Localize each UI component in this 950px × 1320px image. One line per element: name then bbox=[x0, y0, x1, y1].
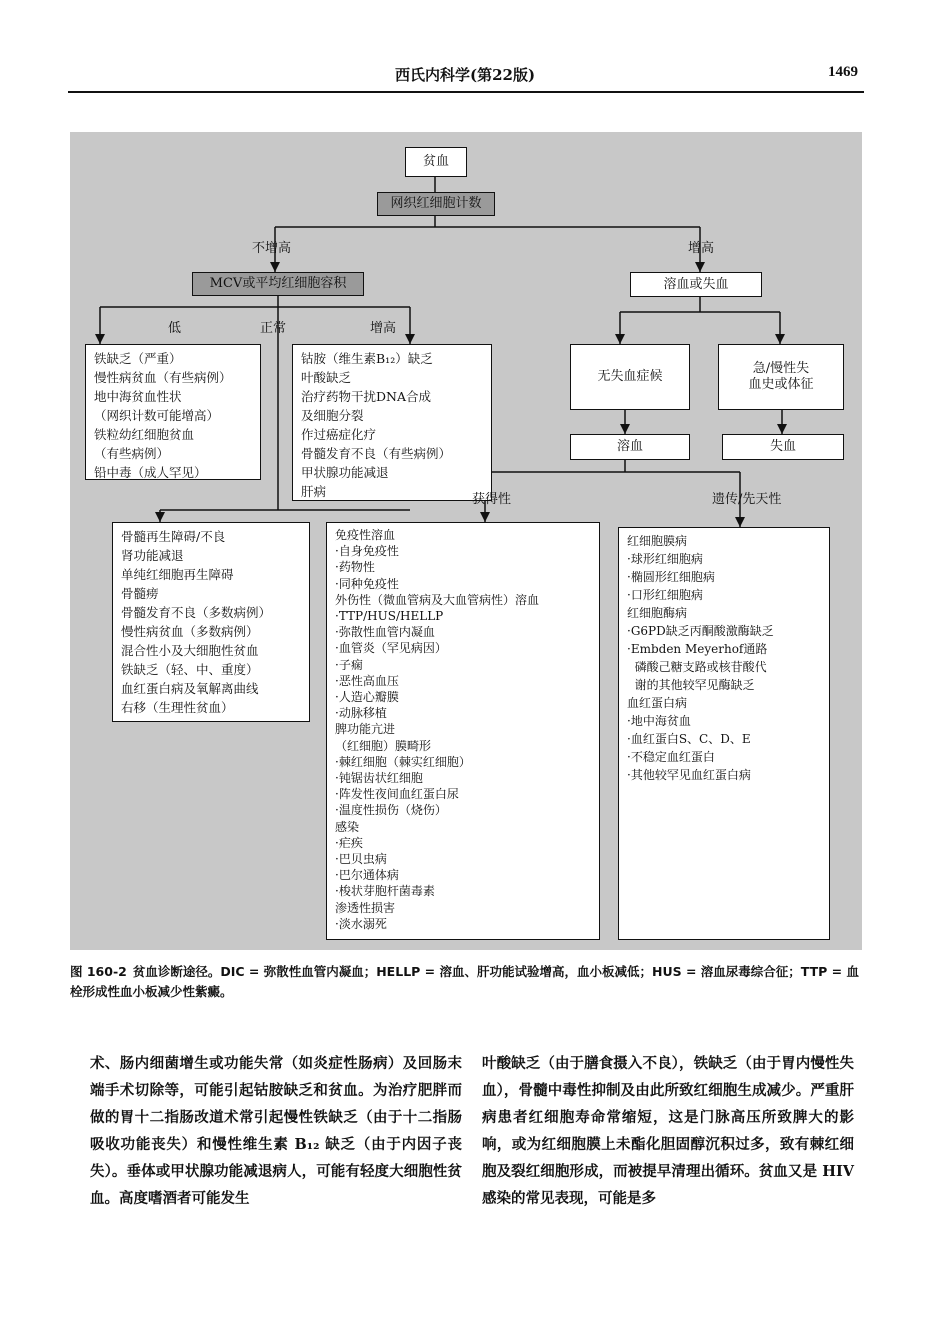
header-rule bbox=[68, 91, 864, 93]
list-item: ·子痫 bbox=[335, 657, 363, 672]
list-item: 混合性小及大细胞性贫血 bbox=[121, 643, 259, 658]
node-hemolysis: 溶血 bbox=[570, 434, 690, 460]
anemia-diagnosis-flowchart bbox=[70, 132, 862, 950]
node-reticulocyte-count: 网织红细胞计数 bbox=[377, 192, 495, 216]
list-item: 铁缺乏（严重） bbox=[94, 351, 182, 366]
label-increased: 增高 bbox=[688, 241, 715, 256]
low-mcv-causes-list bbox=[85, 344, 261, 480]
list-item: ·巴贝虫病 bbox=[335, 852, 387, 867]
list-item: 铁粒幼红细胞贫血 bbox=[94, 427, 195, 442]
list-item: ·疟疾 bbox=[335, 835, 363, 850]
list-item: （网织计数可能增高） bbox=[94, 408, 220, 423]
list-item: 慢性病贫血（有些病例） bbox=[94, 370, 232, 385]
list-item: ·淡水溺死 bbox=[335, 916, 387, 931]
list-item: ·其他较罕见血红蛋白病 bbox=[627, 768, 751, 782]
label-acquired: 获得性 bbox=[472, 492, 512, 507]
list-item: 单纯红细胞再生障碍 bbox=[121, 567, 234, 582]
list-item: 外伤性（微血管病及大血管病性）溶血 bbox=[335, 592, 540, 607]
list-item: 肾功能减退 bbox=[121, 548, 184, 563]
body-text-right-column: 叶酸缺乏（由于膳食摄入不良），铁缺乏（由于胃内慢性失血），骨髓中毒性抑制及由此所致红细胞生成减少。严重肝病患者红细胞寿命常缩短，这是门脉高压所致脾大的影响，或为红细胞膜上未酯化胆固醇沉积过多，致有棘红细胞及裂红细胞形成，而被提早清理出循环。贫血又是 HIV 感染的常见表现，可能是多 bbox=[482, 1055, 854, 1207]
node-acute-chronic-blood-loss bbox=[718, 344, 844, 410]
list-item: （有些病例） bbox=[94, 446, 170, 461]
list-item: ·药物性 bbox=[335, 560, 375, 575]
list-item: 肝病 bbox=[301, 484, 327, 499]
page-number: 1469 bbox=[828, 64, 858, 80]
hereditary-hemolysis-causes-list bbox=[618, 527, 830, 940]
list-item: ·梭状芽胞杆菌毒素 bbox=[335, 884, 435, 899]
list-item: 谢的其他较罕见酶缺乏 bbox=[627, 678, 755, 692]
list-item: 地中海贫血性状 bbox=[94, 389, 182, 404]
list-item: 红细胞膜病 bbox=[627, 534, 688, 548]
list-item: （红细胞）膜畸形 bbox=[335, 738, 432, 753]
list-item: 慢性病贫血（多数病例） bbox=[121, 624, 259, 639]
figure-label: 图 160-2 bbox=[70, 964, 127, 979]
list-item: ·人造心瓣膜 bbox=[335, 690, 399, 705]
node-anemia: 贫血 bbox=[405, 147, 467, 177]
list-item: ·动脉移植 bbox=[335, 706, 387, 721]
header-title: 西氏内科学(第22版) bbox=[395, 66, 536, 84]
node-line: 急/慢性失 bbox=[752, 361, 810, 377]
list-item: ·巴尔通体病 bbox=[335, 868, 399, 883]
label-normal: 正常 bbox=[260, 321, 287, 336]
list-item: 右移（生理性贫血） bbox=[121, 700, 234, 715]
list-item: ·球形红细胞病 bbox=[627, 552, 703, 566]
list-item: 甲状腺功能减退 bbox=[301, 465, 389, 480]
list-item: ·TTP/HUS/HELLP bbox=[335, 609, 444, 624]
list-item: 免疫性溶血 bbox=[335, 528, 396, 542]
list-item: 铅中毒（成人罕见） bbox=[94, 465, 207, 480]
list-item: ·椭圆形红细胞病 bbox=[627, 570, 715, 584]
list-item: 铁缺乏（轻、中、重度） bbox=[121, 662, 259, 677]
node-blood-loss: 失血 bbox=[722, 434, 844, 460]
list-item: 渗透性损害 bbox=[335, 900, 396, 915]
list-item: 红细胞酶病 bbox=[627, 606, 688, 620]
list-item: ·Embden Meyerhof通路 bbox=[627, 642, 768, 656]
label-high: 增高 bbox=[370, 321, 397, 336]
list-item: 作过癌症化疗 bbox=[301, 427, 377, 442]
list-item: ·恶性高血压 bbox=[335, 673, 399, 688]
list-item: 骨髓发育不良（多数病例） bbox=[121, 605, 272, 620]
list-item: ·棘红细胞（棘实红细胞） bbox=[335, 754, 471, 769]
label-hereditary: 遗传/先天性 bbox=[712, 492, 782, 507]
label-low: 低 bbox=[168, 321, 182, 336]
node-hemolysis-or-loss: 溶血或失血 bbox=[630, 272, 762, 297]
list-item: 感染 bbox=[335, 819, 360, 834]
list-item: 血红蛋白病 bbox=[627, 696, 688, 710]
list-item: ·血管炎（罕见病因） bbox=[335, 641, 447, 656]
list-item: ·温度性损伤（烧伤） bbox=[335, 803, 447, 818]
list-item: 血红蛋白病及氧解离曲线 bbox=[121, 681, 259, 696]
list-item: ·血红蛋白S、C、D、E bbox=[627, 732, 751, 746]
acquired-hemolysis-causes-list bbox=[326, 522, 600, 940]
figure-caption bbox=[70, 962, 865, 1002]
body-text-left-column: 术、肠内细菌增生或功能失常（如炎症性肠病）及回肠末端手术切除等，可能引起钴胺缺乏和贫血。为治疗肥胖而做的胃十二指肠改道术常引起慢性铁缺乏（由于十二指肠吸收功能丧失）和慢性维生素 B₁₂ 缺乏（由于内因子丧失）。垂体或甲状腺功能减退病人，可能有轻度大细胞性贫血。高度嗜酒者可能发生 bbox=[90, 1055, 462, 1207]
list-item: 磷酸己糖支路或核苷酸代 bbox=[627, 660, 767, 674]
list-item: 脾功能亢进 bbox=[335, 722, 396, 737]
node-no-blood-loss-symptoms: 无失血症候 bbox=[570, 344, 690, 410]
normal-mcv-causes-list bbox=[112, 522, 310, 722]
label-not-increased: 不增高 bbox=[252, 241, 292, 256]
list-item: ·自身免疫性 bbox=[335, 544, 399, 559]
list-item: 骨髓发育不良（有些病例） bbox=[301, 446, 452, 461]
list-item: ·不稳定血红蛋白 bbox=[627, 750, 715, 764]
list-item: 骨髓痨 bbox=[121, 586, 159, 601]
list-item: 钴胺（维生素B₁₂）缺乏 bbox=[301, 351, 433, 366]
list-item: ·同种免疫性 bbox=[335, 576, 399, 591]
list-item: 骨髓再生障碍/不良 bbox=[121, 529, 226, 544]
list-item: ·阵发性夜间血红蛋白尿 bbox=[335, 787, 459, 802]
list-item: ·弥散性血管内凝血 bbox=[335, 625, 435, 640]
high-mcv-causes-list bbox=[292, 344, 492, 501]
node-line: 血史或体征 bbox=[748, 377, 814, 392]
list-item: ·G6PD缺乏丙酮酸激酶缺乏 bbox=[627, 624, 774, 638]
caption-text: 贫血诊断途径。DIC = 弥散性血管内凝血；HELLP = 溶血、肝功能试验增高，血小板减低；HUS = 溶血尿毒综合征；TTP = 血栓形成性血小板减少性紫癜。 bbox=[70, 964, 859, 999]
node-mcv: MCV或平均红细胞容积 bbox=[192, 272, 364, 296]
list-item: ·地中海贫血 bbox=[627, 714, 691, 728]
list-item: ·口形红细胞病 bbox=[627, 588, 703, 602]
list-item: 治疗药物干扰DNA合成 bbox=[301, 389, 431, 404]
list-item: 及细胞分裂 bbox=[301, 408, 364, 423]
list-item: 叶酸缺乏 bbox=[301, 370, 352, 385]
list-item: ·钝锯齿状红细胞 bbox=[335, 771, 423, 786]
